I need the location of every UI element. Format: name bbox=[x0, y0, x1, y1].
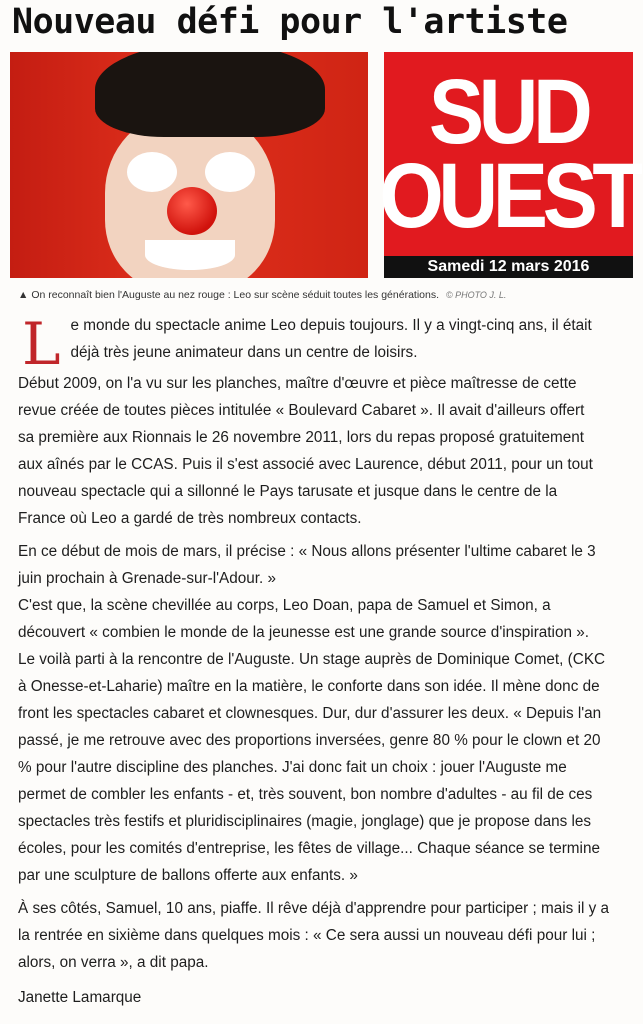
caption-text: On reconnaît bien l'Auguste au nez rouge : Leo sur scène séduit toutes les générations. bbox=[31, 289, 440, 301]
text-line: par une sculpture de ballons offerte aux enfants. » bbox=[18, 867, 358, 884]
text-line: C'est que, la scène chevillée au corps, Leo Doan, papa de Samuel et Simon, a bbox=[18, 597, 551, 614]
mouth-makeup bbox=[145, 240, 235, 270]
text-line: À ses côtés, Samuel, 10 ans, piaffe. Il rêve déjà d'apprendre pour participer ; mais il y a bbox=[18, 900, 610, 917]
text-line: Début 2009, on l'a vu sur les planches, maître d'œuvre et pièce maîtresse de cette bbox=[18, 375, 577, 392]
paragraph-1 bbox=[18, 310, 638, 378]
text-line: front les spectacles cabaret et clownesques. Dur, dur d'assurer les deux. « Depuis l'an bbox=[18, 705, 602, 722]
logo-line2: OUEST bbox=[379, 145, 638, 247]
text-line: sa première aux Rionnais le 26 novembre 2011, lors du repas proposé gratuitement bbox=[18, 429, 585, 446]
photo-caption bbox=[18, 289, 506, 301]
red-nose bbox=[167, 187, 217, 235]
photo-credit: © PHOTO J. L. bbox=[445, 290, 507, 300]
clown-hat bbox=[95, 52, 325, 137]
text-line: France où Leo a gardé de très nombreux contacts. bbox=[18, 510, 362, 527]
text-line: revue créée de toutes pièces intitulée « Boulevard Cabaret ». Il avait d'ailleurs offert bbox=[18, 402, 585, 419]
text-line: permet de combler les enfants - et, très souvent, bon nombre d'adultes - au fil de ces bbox=[18, 786, 593, 803]
text-line: e monde du spectacle anime Leo depuis toujours. Il y a vingt-cinq ans, il était bbox=[70, 317, 592, 334]
clown-photo bbox=[10, 52, 368, 278]
text-line: passé, je me retrouve avec des proportions inversées, genre 80 % pour le clown et 20 bbox=[18, 732, 601, 749]
text-line: nouveau spectacle qui a sillonné le Pays tarusate et jusque dans le centre de la bbox=[18, 483, 558, 500]
drop-cap: L bbox=[22, 310, 61, 378]
publication-date: Samedi 12 mars 2016 bbox=[384, 256, 633, 278]
paragraph-3 bbox=[18, 538, 638, 592]
article-body bbox=[18, 312, 638, 1011]
paragraph-2 bbox=[18, 370, 638, 532]
text-line: découvert « combien le monde de la jeunesse est une grande source d'inspiration ». bbox=[18, 624, 589, 641]
text-line: déjà très jeune animateur dans un centre de loisirs. bbox=[70, 344, 418, 361]
eye-makeup bbox=[205, 152, 255, 192]
text-line: écoles, pour les comités d'entreprise, les fêtes de village... Chaque séance se termine bbox=[18, 840, 600, 857]
text-line: aux aînés par le CCAS. Puis il s'est associé avec Laurence, début 2011, pour un tout bbox=[18, 456, 593, 473]
text-line: la rentrée en sixième dans quelques mois : « Ce sera aussi un nouveau défi pour lui ; bbox=[18, 927, 596, 944]
text-line: juin prochain à Grenade-sur-l'Adour. » bbox=[18, 570, 277, 587]
author-byline: Janette Lamarque bbox=[18, 989, 142, 1006]
text-line: à Onesse-et-Laharie) maître en la matière, le conforte dans son idée. Il mène donc de bbox=[18, 678, 600, 695]
text-line: Le voilà parti à la rencontre de l'Auguste. Un stage auprès de Dominique Comet, (CKC bbox=[18, 651, 606, 668]
text-line: spectacles très festifs et pluridisciplinaires (magie, jonglage) que je propose dans les bbox=[18, 813, 592, 830]
sud-ouest-logo bbox=[379, 52, 638, 256]
triangle-icon: ▲ bbox=[18, 289, 29, 301]
paragraph-4 bbox=[18, 592, 638, 889]
text-line: % pour l'autre discipline des planches. J'ai donc fait un choix : jouer l'Auguste me bbox=[18, 759, 567, 776]
eye-makeup bbox=[127, 152, 177, 192]
logo-line1: SUD bbox=[429, 61, 588, 163]
text-line: alors, on verra », a dit papa. bbox=[18, 954, 209, 971]
paragraph-5 bbox=[18, 895, 638, 976]
headline: Nouveau défi pour l'artiste bbox=[12, 2, 568, 42]
text-line: En ce début de mois de mars, il précise : « Nous allons présenter l'ultime cabaret le 3 bbox=[18, 543, 596, 560]
